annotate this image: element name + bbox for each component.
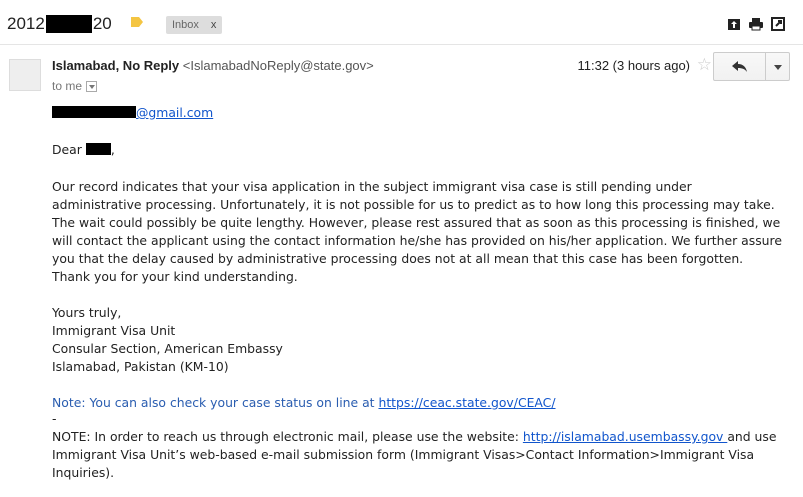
- inbox-label-chip: [166, 16, 222, 34]
- signature-line: Immigrant Visa Unit: [52, 323, 176, 338]
- sender-info[interactable]: [52, 58, 374, 73]
- star-icon[interactable]: ☆: [696, 55, 712, 74]
- reply-button[interactable]: [713, 52, 766, 81]
- greeting-text: Dear: [52, 142, 82, 157]
- show-details-icon[interactable]: [86, 81, 97, 92]
- label-tag-icon[interactable]: [131, 17, 143, 27]
- signature-line: Yours truly,: [52, 305, 122, 320]
- email-contact-note-text: NOTE: In order to reach us through electronic mail, please use the website:: [52, 429, 523, 444]
- body-paragraph: Our record indicates that your visa application in the subject immigrant visa case is still pending under administrative processing. Unfortunately, it is not possible for us to predict as to how long this processing may take. The wait could possibly be quite lengthy. However, please rest assured that as soon as this processing is finished, we will contact the applicant using the contact information he/she has provided on his/her application. We further assure you that the delay caused by administrative processing does not at all mean that this case has been forgotten. Thank you for your kind understanding.: [52, 179, 782, 284]
- greeting-end: ,: [110, 142, 115, 157]
- print-all-icon[interactable]: [727, 17, 741, 31]
- sender-name[interactable]: Islamabad, No Reply: [52, 58, 180, 73]
- case-status-note-text: Note: You can also check your case status on line at: [52, 395, 379, 410]
- name-redaction: [86, 143, 111, 155]
- more-options-icon[interactable]: [766, 52, 790, 81]
- avatar: [9, 59, 41, 91]
- reply-button-group: [713, 52, 790, 81]
- separator-dash: -: [52, 411, 57, 426]
- ceac-link[interactable]: https://ceac.state.gov/CEAC/: [378, 395, 556, 410]
- subject-prefix: 2012: [7, 14, 45, 33]
- new-window-icon[interactable]: [771, 17, 785, 31]
- subject-suffix: 20: [92, 14, 112, 33]
- recipient-text: to me: [52, 79, 83, 93]
- message-body: [52, 104, 782, 482]
- subject-bar: [0, 0, 803, 45]
- message-header: [0, 46, 803, 96]
- remove-label-icon[interactable]: x: [210, 19, 217, 31]
- embassy-website-link[interactable]: http://islamabad.usembassy.gov: [522, 429, 728, 444]
- subject-line: [7, 14, 112, 34]
- sender-email: <IslamabadNoReply@state.gov>: [182, 58, 374, 73]
- recipient-line: [52, 79, 97, 93]
- email-contact-note-rest: and use Immigrant Visa Unit’s web-based e-mail submission form (Immigrant Visas>Contact Information>Immigrant Visa Inquiries).: [52, 429, 777, 480]
- subject-redaction: [46, 15, 92, 33]
- to-address-line: [52, 104, 782, 122]
- email-redaction: [52, 106, 136, 118]
- reply-icon: [732, 61, 748, 73]
- greeting: [52, 141, 782, 159]
- to-address-link[interactable]: [52, 105, 213, 120]
- signature-line: Consular Section, American Embassy: [52, 341, 283, 356]
- case-status-note: [52, 394, 782, 412]
- to-address-domain: @gmail.com: [136, 105, 214, 120]
- top-action-icons: [727, 17, 785, 31]
- print-icon[interactable]: [749, 17, 763, 31]
- email-contact-note: [52, 428, 782, 482]
- signature-line: Islamabad, Pakistan (KM-10): [52, 359, 229, 374]
- message-time: 11:32 (3 hours ago): [577, 58, 690, 73]
- signature: [52, 304, 782, 376]
- inbox-label-text: Inbox: [172, 19, 199, 31]
